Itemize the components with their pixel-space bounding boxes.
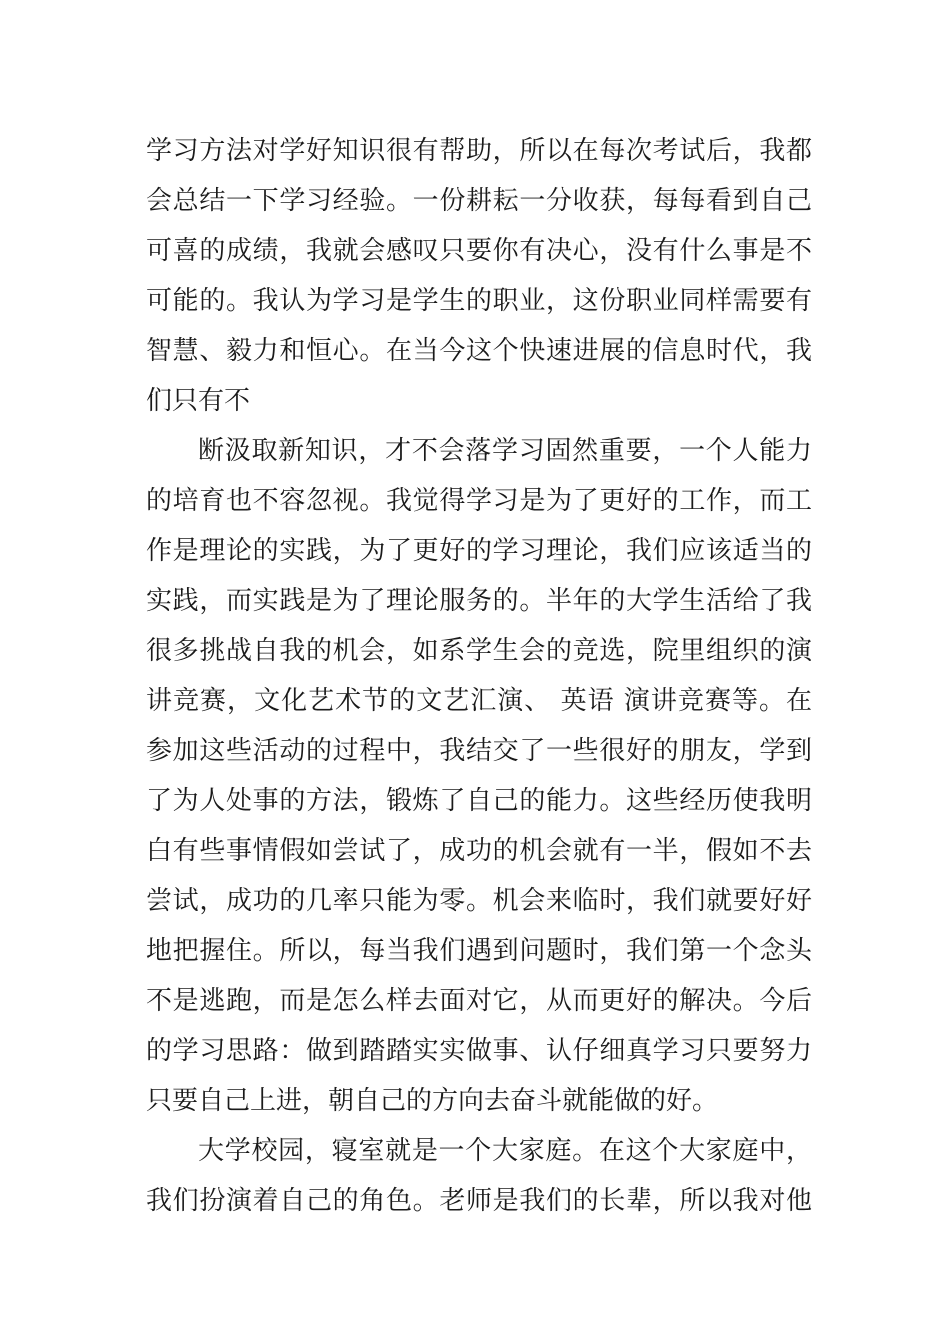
text-line: 尝试，成功的几率只能为零。机会来临时，我们就要好好 — [146, 886, 812, 916]
text-line: 可喜的成绩，我就会感叹只要你有决心，没有什么事是不 — [146, 236, 812, 266]
text-line: 不是逃跑，而是怎么样去面对它，从而更好的解决。今后 — [146, 986, 812, 1016]
text-line: 白有些事情假如尝试了，成功的机会就有一半，假如不去 — [146, 836, 812, 866]
paragraph-2 — [146, 426, 812, 1126]
text-line: 的学习思路：做到踏踏实实做事、认仔细真学习只要努力 — [146, 1036, 812, 1066]
text-line: 讲竞赛，文化艺术节的文艺汇演、 英语 演讲竞赛等。在 — [146, 686, 812, 716]
text-line: 地把握住。所以，每当我们遇到问题时，我们第一个念头 — [146, 936, 812, 966]
text-line: 可能的。我认为学习是学生的职业，这份职业同样需要有 — [146, 286, 812, 316]
paragraph-1 — [146, 126, 812, 426]
text-line: 作是理论的实践，为了更好的学习理论，我们应该适当的 — [146, 536, 812, 566]
text-line: 智慧、毅力和恒心。在当今这个快速进展的信息时代，我 — [146, 336, 812, 366]
text-line: 们只有不 — [146, 386, 251, 416]
text-line: 会总结一下学习经验。一份耕耘一分收获，每每看到自己 — [146, 186, 812, 216]
text-line: 很多挑战自我的机会，如系学生会的竞选，院里组织的演 — [146, 636, 812, 666]
text-line: 我们扮演着自己的角色。老师是我们的长辈，所以我对他 — [146, 1186, 812, 1216]
text-line: 实践，而实践是为了理论服务的。半年的大学生活给了我 — [146, 586, 812, 616]
text-line: 的培育也不容忽视。我觉得学习是为了更好的工作，而工 — [146, 486, 812, 516]
text-line: 参加这些活动的过程中，我结交了一些很好的朋友，学到 — [146, 736, 812, 766]
text-line: 断汲取新知识，才不会落学习固然重要，一个人能力 — [198, 436, 812, 466]
text-line: 大学校园，寝室就是一个大家庭。在这个大家庭中， — [198, 1136, 812, 1166]
text-line: 学习方法对学好知识很有帮助，所以在每次考试后，我都 — [146, 136, 812, 166]
text-line: 了为人处事的方法，锻炼了自己的能力。这些经历使我明 — [146, 786, 812, 816]
text-line: 只要自己上进，朝自己的方向去奋斗就能做的好。 — [146, 1086, 719, 1116]
paragraph-3 — [146, 1126, 812, 1226]
document-body — [146, 126, 812, 1226]
